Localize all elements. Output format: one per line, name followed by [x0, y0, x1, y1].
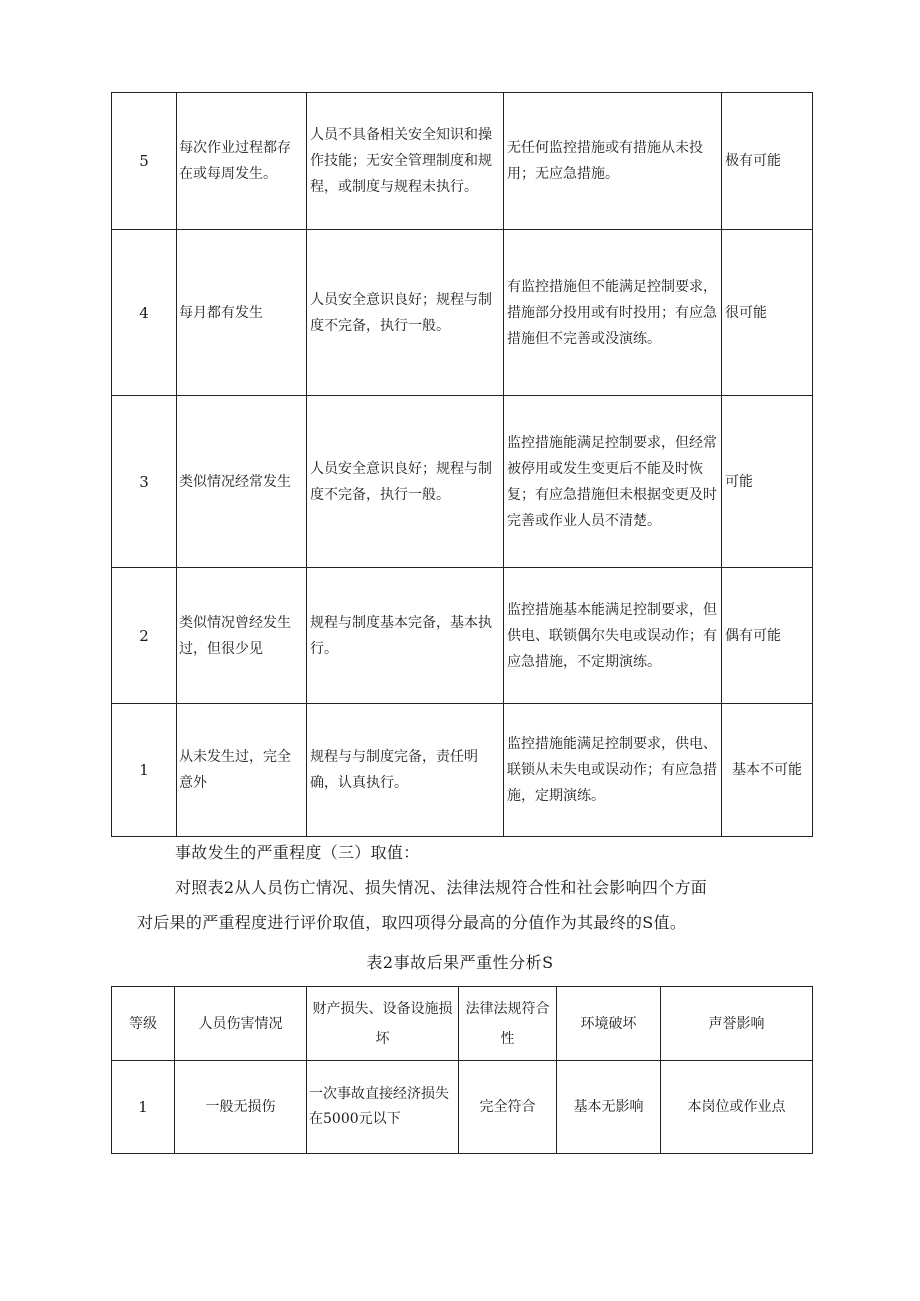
paragraph-line: 对后果的严重程度进行评价取值，取四项得分最高的分值作为其最终的S值。 — [137, 913, 687, 932]
likelihood-cell: 很可能 — [722, 230, 813, 396]
section-heading: 事故发生的严重程度（三）取值： — [175, 843, 420, 862]
likelihood-criteria-table — [111, 92, 813, 837]
injury-cell: 一般无损伤 — [175, 1061, 307, 1154]
level-cell: 1 — [112, 704, 177, 837]
column-header: 声誉影响 — [661, 987, 813, 1061]
frequency-cell: 类似情况曾经发生过，但很少见 — [177, 568, 307, 704]
level-cell: 3 — [112, 396, 177, 568]
management-cell: 人员不具备相关安全知识和操作技能；无安全管理制度和规程，或制度与规程未执行。 — [307, 93, 504, 230]
reputation-cell: 本岗位或作业点 — [661, 1061, 813, 1154]
control-cell: 无任何监控措施或有措施从未投用；无应急措施。 — [504, 93, 722, 230]
level-cell: 2 — [112, 568, 177, 704]
control-cell: 监控措施能满足控制要求，但经常被停用或发生变更后不能及时恢复；有应急措施但未根据变更及时完善或作业人员不清楚。 — [504, 396, 722, 568]
loss-cell: 一次事故直接经济损失在5000元以下 — [307, 1061, 459, 1154]
management-cell: 人员安全意识良好；规程与制度不完备，执行一般。 — [307, 230, 504, 396]
column-header: 人员伤害情况 — [175, 987, 307, 1061]
frequency-cell: 类似情况经常发生 — [177, 396, 307, 568]
frequency-cell: 每月都有发生 — [177, 230, 307, 396]
environment-cell: 基本无影响 — [557, 1061, 661, 1154]
level-cell: 4 — [112, 230, 177, 396]
control-cell: 监控措施能满足控制要求，供电、联锁从未失电或误动作；有应急措施，定期演练。 — [504, 704, 722, 837]
frequency-cell: 从未发生过，完全意外 — [177, 704, 307, 837]
management-cell: 规程与与制度完备，责任明确，认真执行。 — [307, 704, 504, 837]
table-caption: 表2事故后果严重性分析S — [366, 953, 554, 972]
level-cell: 5 — [112, 93, 177, 230]
management-cell: 人员安全意识良好；规程与制度不完备，执行一般。 — [307, 396, 504, 568]
column-header: 财产损失、设备设施损坏 — [307, 987, 459, 1061]
control-cell: 监控措施基本能满足控制要求，但供电、联锁偶尔失电或误动作；有应急措施，不定期演练。 — [504, 568, 722, 704]
legal-cell: 完全符合 — [459, 1061, 557, 1154]
table-row — [112, 704, 813, 837]
table-row — [112, 568, 813, 704]
likelihood-cell: 偶有可能 — [722, 568, 813, 704]
management-cell: 规程与制度基本完备，基本执行。 — [307, 568, 504, 704]
likelihood-cell: 可能 — [722, 396, 813, 568]
column-header: 法律法规符合性 — [459, 987, 557, 1061]
table-row — [112, 93, 813, 230]
column-header: 等级 — [112, 987, 175, 1061]
likelihood-cell: 基本不可能 — [722, 704, 813, 837]
header-row — [112, 987, 813, 1061]
table-row — [112, 230, 813, 396]
severity-table — [111, 986, 813, 1154]
control-cell: 有监控措施但不能满足控制要求，措施部分投用或有时投用；有应急措施但不完善或没演练。 — [504, 230, 722, 396]
frequency-cell: 每次作业过程都存在或每周发生。 — [177, 93, 307, 230]
likelihood-cell: 极有可能 — [722, 93, 813, 230]
column-header: 环境破坏 — [557, 987, 661, 1061]
paragraph-line: 对照表2从人员伤亡情况、损失情况、法律法规符合性和社会影响四个方面 — [175, 878, 708, 897]
table-row — [112, 1061, 813, 1154]
table-row — [112, 396, 813, 568]
level-cell: 1 — [112, 1061, 175, 1154]
